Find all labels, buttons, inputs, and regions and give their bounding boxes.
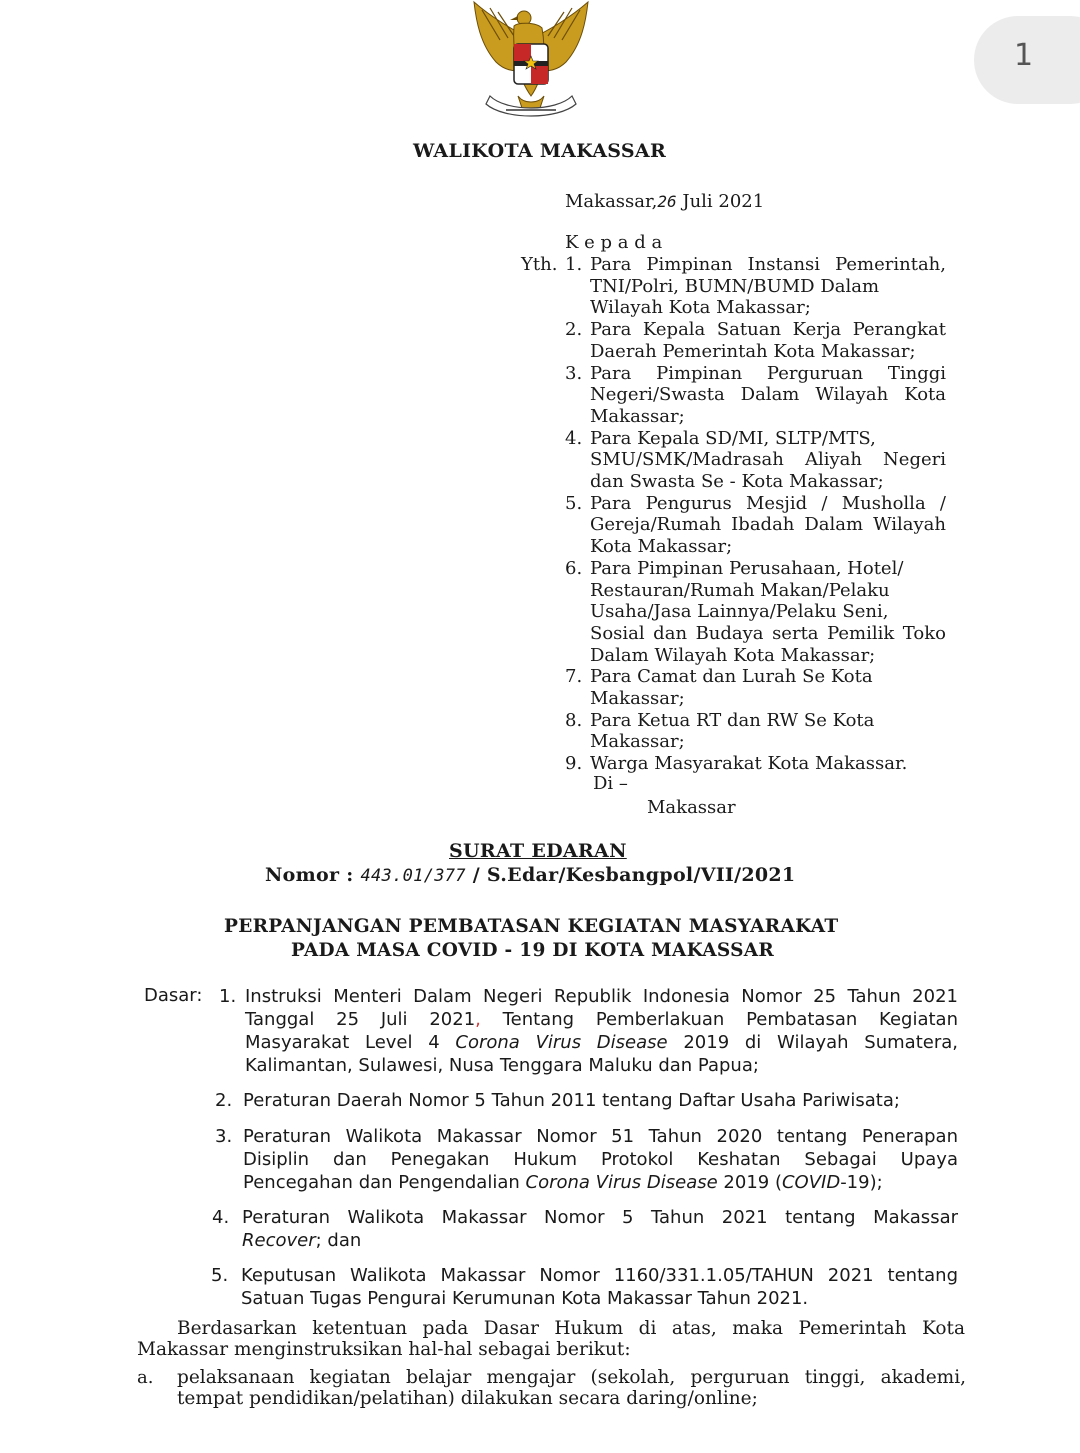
recipient-number: 4. [565,427,583,449]
subject-line-2: PADA MASA COVID - 19 DI KOTA MAKASSAR [291,940,775,961]
recipient-item [565,493,946,558]
recipient-line: Dalam Wilayah Kota Makassar; [590,644,876,666]
dasar-line: Keputusan Walikota Makassar Nomor 1160/331.1.05/TAHUN 2021 tentang [241,1265,958,1286]
di-label: Di – [593,773,628,794]
recipient-number: 7. [565,666,583,688]
dasar-item [215,1125,958,1194]
recipient-line: Makassar; [590,688,685,710]
paragraph-line: Berdasarkan ketentuan pada Dasar Hukum di atas, maka Pemerintah Kota [177,1318,965,1339]
instruction-a [177,1367,966,1409]
recipient-item [565,319,946,362]
recipient-number: 8. [565,709,583,731]
recipient-line: Restauran/Rumah Makan/Pelaku [590,579,890,601]
kepada-label: K e p a d a [565,232,663,253]
recipient-item [565,428,946,493]
recipient-number: 9. [565,753,583,775]
recipient-item [565,558,946,667]
paragraph-line: Makassar menginstruksikan hal-hal sebagai berikut: [137,1339,631,1360]
recipient-number: 6. [565,557,583,579]
nomor-label: Nomor : [265,864,361,886]
dasar-line: Pencegahan dan Pengendalian Corona Virus Disease 2019 (COVID-19); [243,1172,883,1193]
recipient-line: Para Kepala Satuan Kerja Perangkat [590,319,946,341]
yth-label: Yth. [521,254,558,275]
recipient-line: Daerah Pemerintah Kota Makassar; [590,340,916,362]
surat-nomor [265,864,795,886]
recipient-line: dan Swasta Se - Kota Makassar; [590,471,884,493]
recipient-number: 1. [565,254,583,275]
recipient-item [565,753,946,775]
recipient-line: Makassar; [590,731,685,753]
dasar-line: Peraturan Walikota Makassar Nomor 51 Tahun 2020 tentang Penerapan [243,1126,958,1147]
recipient-list [565,254,946,775]
page-number: 1 [1014,38,1034,73]
instruction-line: pelaksanaan kegiatan belajar mengajar (sekolah, perguruan tinggi, akademi, [177,1367,966,1388]
recipient-line: Wilayah Kota Makassar; [590,297,811,319]
recipient-line: Para Kepala SD/MI, SLTP/MTS, [590,427,876,449]
recipient-line: Para Pimpinan Instansi Pemerintah, [590,254,946,275]
recipient-line: TNI/Polri, BUMN/BUMD Dalam [590,275,880,297]
recipient-line: Para Ketua RT dan RW Se Kota [590,709,875,731]
recipient-line: Kota Makassar; [590,536,733,558]
recipient-line: Negeri/Swasta Dalam Wilayah Kota [590,384,946,406]
recipient-number: 5. [565,492,583,514]
dasar-item [215,1089,958,1112]
recipient-line: Sosial dan Budaya serta Pemilik Toko [590,622,946,644]
date-prefix: Makassar, [565,191,658,212]
dasar-line: Peraturan Daerah Nomor 5 Tahun 2011 tentang Daftar Usaha Pariwisata; [243,1090,900,1111]
subject-line-1: PERPANJANGAN PEMBATASAN KEGIATAN MASYARAKAT [224,916,839,937]
recipient-number: 2. [565,319,583,341]
letter-date [565,191,764,213]
dasar-line: Instruksi Menteri Dalam Negeri Republik Indonesia Nomor 25 Tahun 2021 [245,986,958,1007]
dasar-label: Dasar: [144,985,203,1006]
date-rest: Juli 2021 [682,191,765,212]
surat-edaran-title: SURAT EDARAN [449,840,627,862]
dasar-line: Tanggal 25 Juli 2021, Tentang Pemberlakuan Pembatasan Kegiatan [245,1009,958,1030]
recipient-line: Para Pimpinan Perusahaan, Hotel/ [590,557,904,579]
recipient-item [565,363,946,428]
di-place: Makassar [647,797,736,818]
instruction-line: tempat pendidikan/pelatihan) dilakukan secara daring/online; [177,1388,758,1409]
letterhead-title: WALIKOTA MAKASSAR [413,140,667,162]
recipient-line: Usaha/Jasa Lainnya/Pelaku Seni, [590,601,889,623]
dasar-item [211,1264,958,1310]
recipient-line: Para Camat dan Lurah Se Kota [590,666,873,688]
garuda-emblem-icon [466,0,596,126]
dasar-number: 1. [219,986,237,1007]
dasar-line: Satuan Tugas Pengurai Kerumunan Kota Makassar Tahun 2021. [241,1288,809,1309]
dasar-line: Peraturan Walikota Makassar Nomor 5 Tahun 2021 tentang Makassar [242,1207,958,1228]
recipient-item [565,254,946,319]
dasar-line: Disiplin dan Penegakan Hukum Protokol Keshatan Sebagai Upaya [243,1149,958,1170]
recipient-line: Warga Masyarakat Kota Makassar. [590,753,908,775]
recipient-item [565,666,946,709]
dasar-list [211,985,958,1310]
dasar-number: 3. [215,1126,233,1147]
dasar-number: 2. [215,1090,233,1111]
recipient-line: Makassar; [590,405,685,427]
recipient-line: Gereja/Rumah Ibadah Dalam Wilayah [590,514,946,536]
page-number-badge [974,16,1080,104]
dasar-line: Masyarakat Level 4 Corona Virus Disease 2019 di Wilayah Sumatera, [245,1032,958,1053]
dasar-number: 5. [211,1265,229,1286]
dasar-line: Recover; dan [242,1230,362,1251]
dasar-number: 4. [212,1207,230,1228]
dasar-line: Kalimantan, Sulawesi, Nusa Tenggara Maluku dan Papua; [245,1055,759,1076]
nomor-rest: / S.Edar/Kesbangpol/VII/2021 [465,864,796,886]
recipient-line: Para Pimpinan Perguruan Tinggi [590,362,946,384]
recipient-item [565,710,946,753]
dasar-item [215,985,958,1077]
date-day-handwritten: 26 [657,192,677,211]
instruction-a-label: a. [137,1367,154,1388]
berdasarkan-paragraph [137,1318,965,1360]
dasar-item [212,1206,958,1252]
nomor-handwritten: 443.01/377 [360,866,466,886]
recipient-number: 3. [565,362,583,384]
recipient-line: SMU/SMK/Madrasah Aliyah Negeri [590,449,946,471]
recipient-line: Para Pengurus Mesjid / Musholla / [590,492,946,514]
